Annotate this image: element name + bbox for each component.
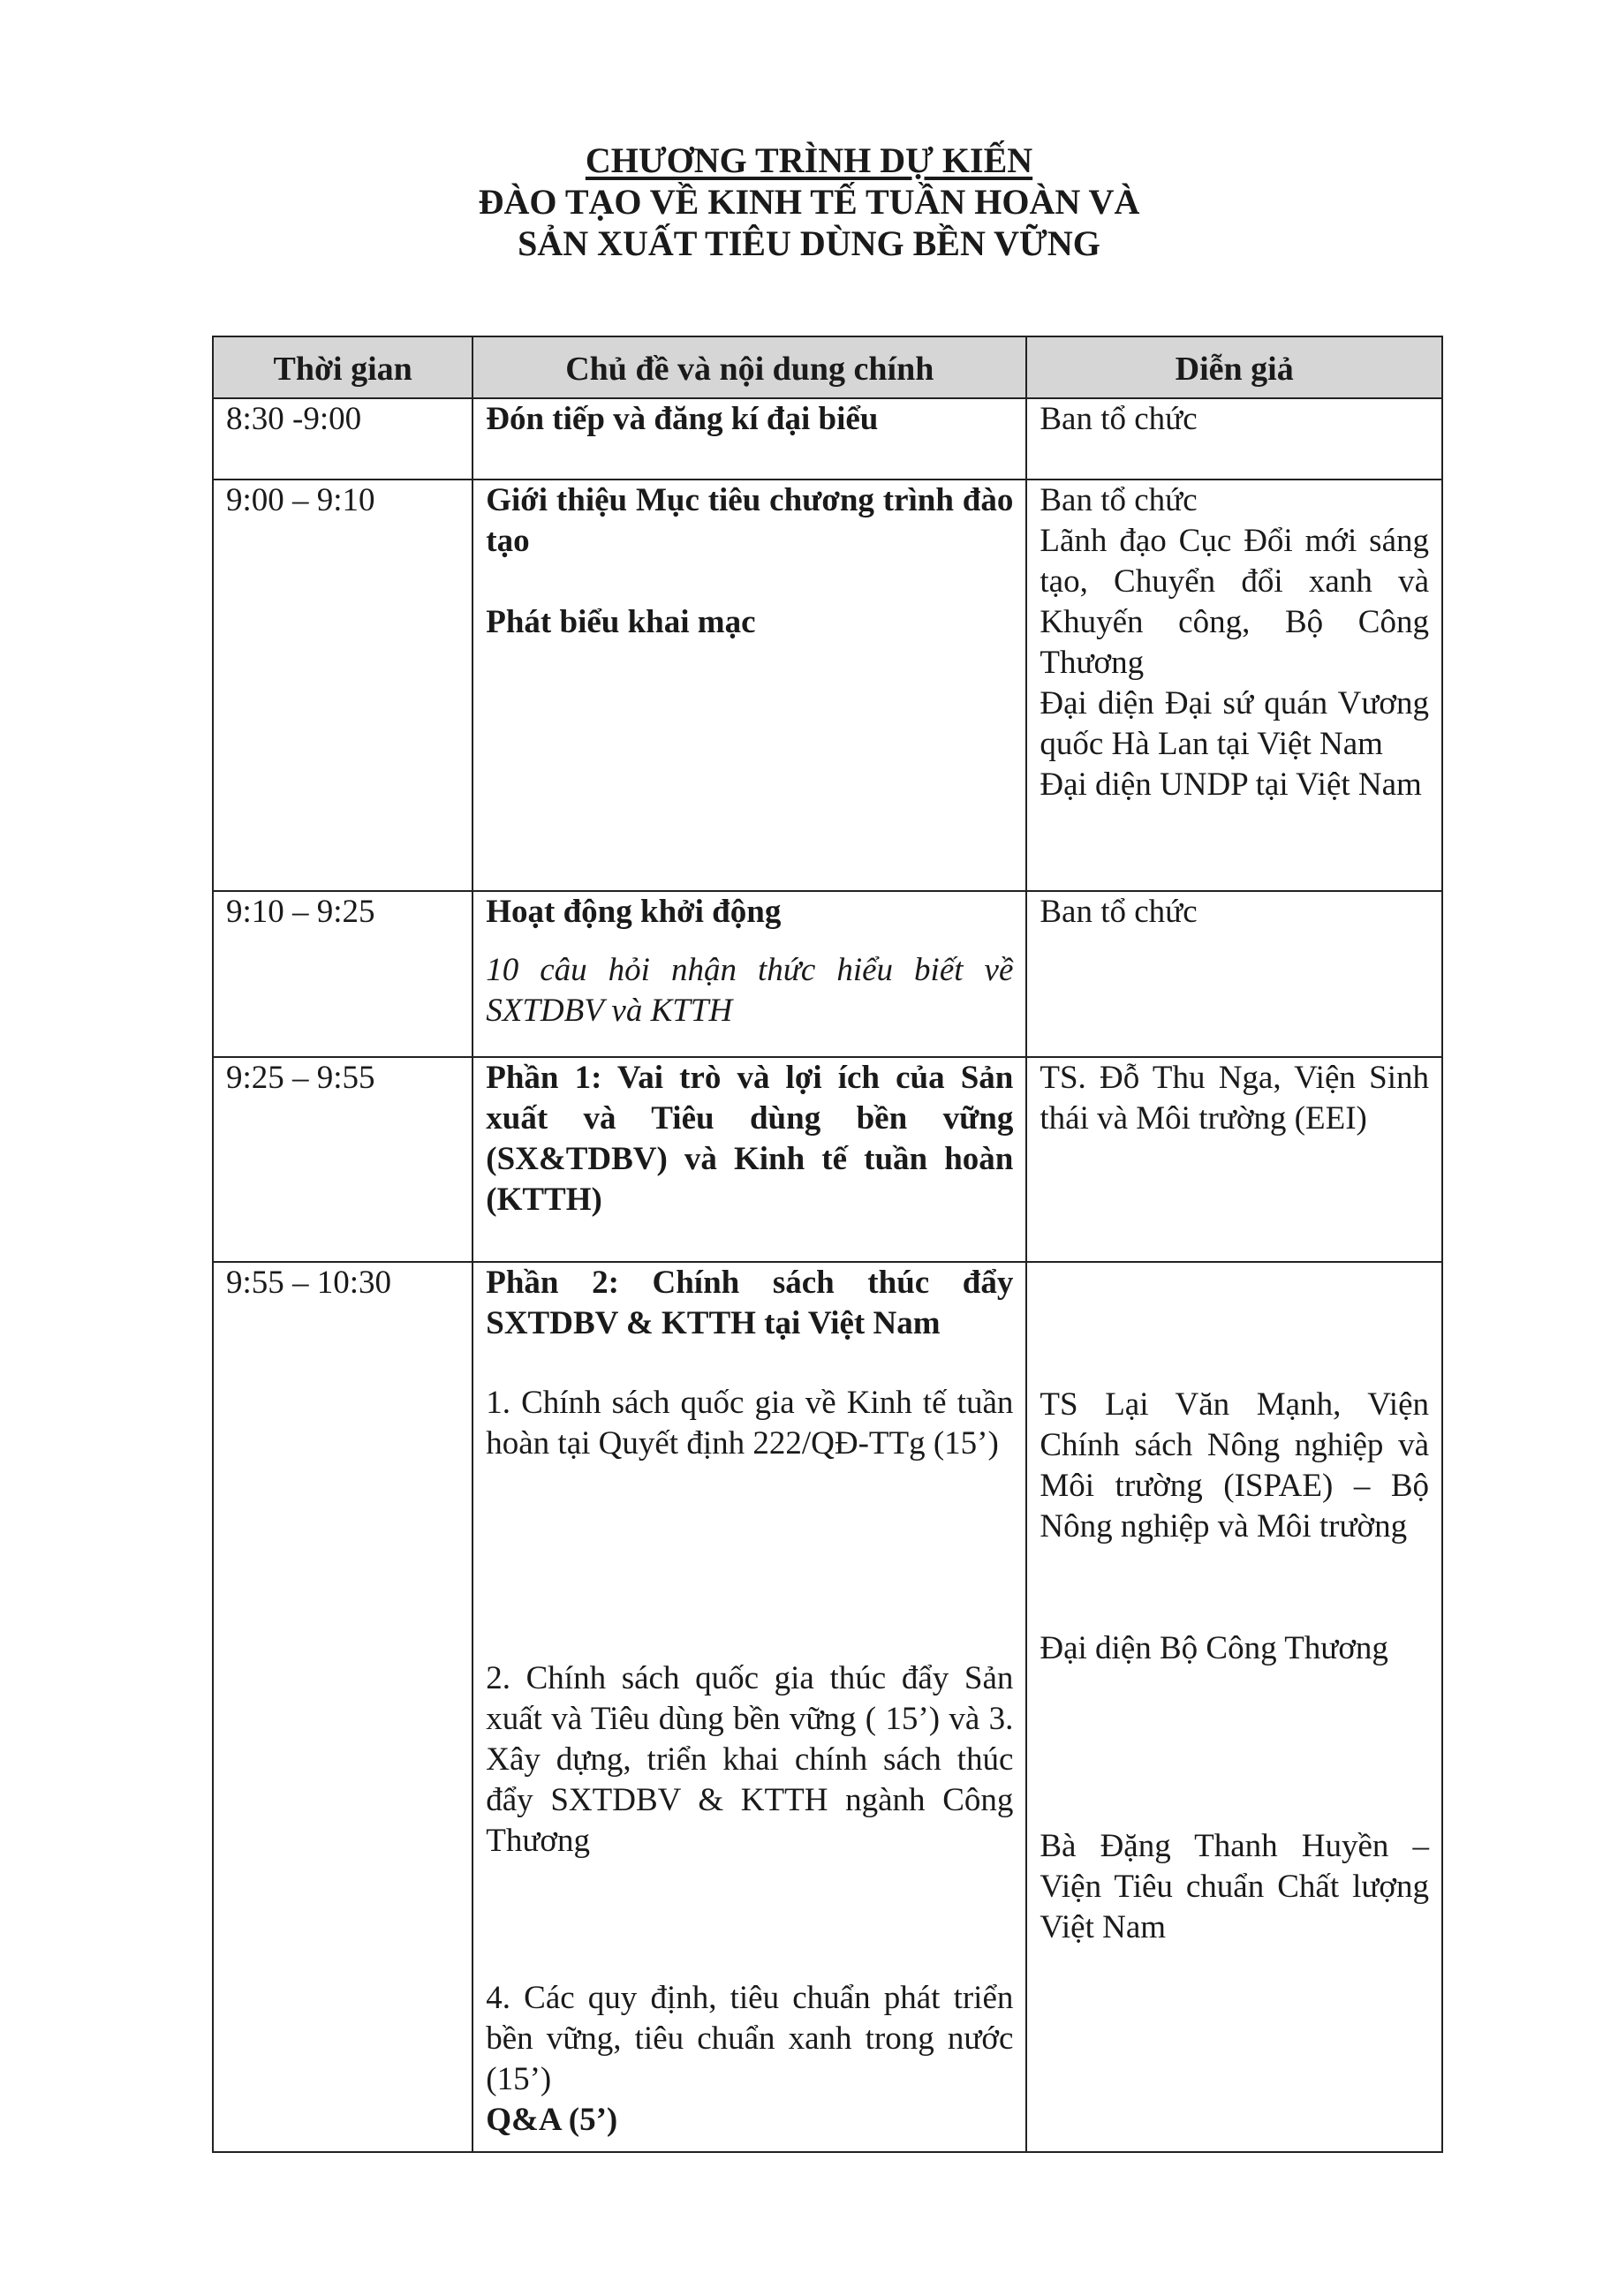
table-row	[213, 1262, 1442, 2152]
speaker-line: Đại diện Đại sứ quán Vương quốc Hà Lan tại Việt Nam	[1040, 685, 1429, 762]
title-line-3: SẢN XUẤT TIÊU DÙNG BỀN VỮNG	[518, 223, 1100, 263]
time-cell: 8:30 -9:00	[213, 398, 473, 480]
topic-cell	[473, 1262, 1026, 2152]
title-line-2: ĐÀO TẠO VỀ KINH TẾ TUẦN HOÀN VÀ	[478, 182, 1140, 222]
topic-cell: Phần 1: Vai trò và lợi ích của Sản xuất và Tiêu dùng bền vững (SX&TDBV) và Kinh tế tuần hoàn (KTTH)	[473, 1057, 1026, 1262]
speaker-line: Đại diện UNDP tại Việt Nam	[1040, 767, 1422, 803]
page-title	[0, 140, 1618, 264]
table-row	[213, 398, 1442, 480]
header-time: Thời gian	[213, 336, 473, 398]
topic-cell	[473, 891, 1026, 1057]
speaker-line: TS Lại Văn Mạnh, Viện Chính sách Nông nghiệp và Môi trường (ISPAE) – Bộ Nông nghiệp và Môi trường	[1040, 1386, 1429, 1545]
topic-cell	[473, 480, 1026, 891]
topic-item: 2. Chính sách quốc gia thúc đẩy Sản xuất và Tiêu dùng bền vững ( 15’) và 3. Xây dựng, triển khai chính sách thúc đẩy SXTDBV & KTTH ngành Công Thương	[486, 1660, 1014, 1859]
time-cell: 9:55 – 10:30	[213, 1262, 473, 2152]
topic-item: 4. Các quy định, tiêu chuẩn phát triển bền vững, tiêu chuẩn xanh trong nước (15’)	[486, 1980, 1014, 2097]
speaker-cell: TS. Đỗ Thu Nga, Viện Sinh thái và Môi trường (EEI)	[1026, 1057, 1442, 1262]
topic-note: 10 câu hỏi nhận thức hiểu biết về SXTDBV và KTTH	[486, 952, 1014, 1029]
qa-label: Q&A (5’)	[486, 2102, 618, 2138]
topic-cell: Đón tiếp và đăng kí đại biểu	[473, 398, 1026, 480]
table-row	[213, 891, 1442, 1057]
table-row	[213, 480, 1442, 891]
topic-heading: Phần 2: Chính sách thúc đẩy SXTDBV & KTTH tại Việt Nam	[486, 1265, 1014, 1341]
speaker-cell: Ban tổ chức	[1026, 398, 1442, 480]
time-cell: 9:25 – 9:55	[213, 1057, 473, 1262]
topic-line: Giới thiệu Mục tiêu chương trình đào tạo	[486, 482, 1014, 559]
speaker-cell	[1026, 480, 1442, 891]
title-line-1: CHƯƠNG TRÌNH DỰ KIẾN	[585, 140, 1033, 180]
header-speaker: Diễn giả	[1026, 336, 1442, 398]
topic-item: 1. Chính sách quốc gia về Kinh tế tuần hoàn tại Quyết định 222/QĐ-TTg (15’)	[486, 1385, 1014, 1461]
time-cell: 9:10 – 9:25	[213, 891, 473, 1057]
header-row	[213, 336, 1442, 398]
topic-line: Hoạt động khởi động	[486, 894, 782, 930]
speaker-line: Bà Đặng Thanh Huyền – Viện Tiêu chuẩn Chất lượng Việt Nam	[1040, 1828, 1429, 1945]
header-topic: Chủ đề và nội dung chính	[473, 336, 1026, 398]
speaker-line: Đại diện Bộ Công Thương	[1040, 1630, 1388, 1666]
speaker-line: Lãnh đạo Cục Đổi mới sáng tạo, Chuyển đổi xanh và Khuyến công, Bộ Công Thương	[1040, 523, 1429, 681]
table-row	[213, 1057, 1442, 1262]
schedule-table	[212, 336, 1443, 2153]
speaker-cell	[1026, 1262, 1442, 2152]
speaker-cell: Ban tổ chức	[1026, 891, 1442, 1057]
time-cell: 9:00 – 9:10	[213, 480, 473, 891]
speaker-line: Ban tổ chức	[1040, 482, 1198, 518]
topic-line: Phát biểu khai mạc	[486, 604, 756, 640]
